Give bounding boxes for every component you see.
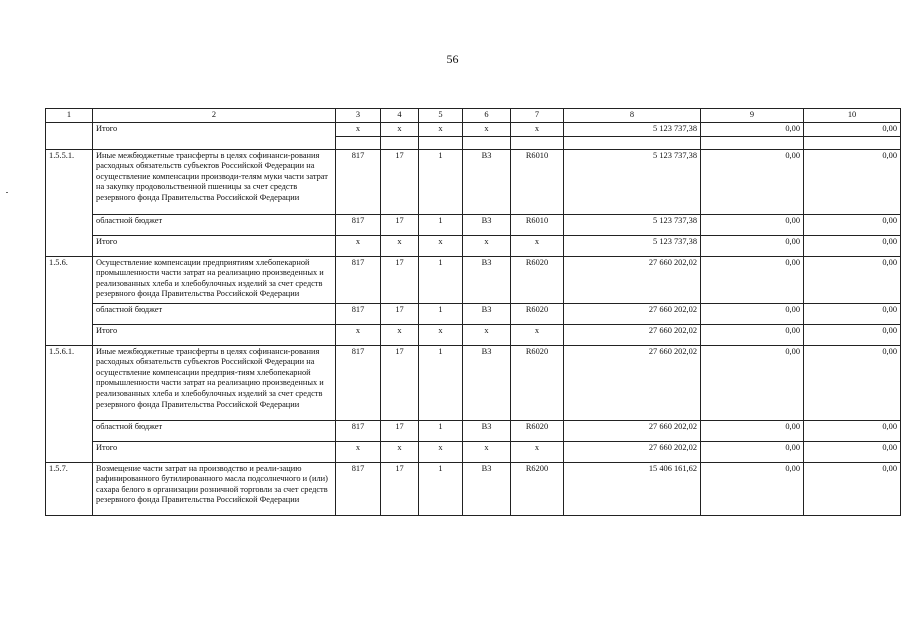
- cell-amount: 0,00: [701, 122, 804, 136]
- column-header: 9: [701, 109, 804, 123]
- cell-amount: 5 123 737,38: [564, 149, 701, 214]
- cell-code-4: 17: [381, 420, 419, 441]
- cell-amount: 0,00: [701, 441, 804, 462]
- cell-code-6: x: [463, 324, 511, 345]
- row-name: Осуществление компенсации предприятиям хлебопекарной промышленности части затрат на реализацию произведенных и реализованных хлеба и хлебобулочных изделий за счет средств резервного фонда Правительства Российской Федерации: [93, 256, 336, 303]
- cell-amount: 27 660 202,02: [564, 303, 701, 324]
- cell-code-3: 817: [336, 345, 381, 420]
- cell-amount: 27 660 202,02: [564, 256, 701, 303]
- cell-code-5: x: [419, 235, 463, 256]
- table-row: [46, 149, 901, 214]
- cell-amount: 0,00: [701, 235, 804, 256]
- cell-code-6: В3: [463, 256, 511, 303]
- row-name: Итого: [93, 122, 336, 149]
- cell-code-6: В3: [463, 345, 511, 420]
- cell-code-4: 17: [381, 214, 419, 235]
- cell-amount: 0,00: [701, 345, 804, 420]
- cell-code-6: x: [463, 122, 511, 136]
- column-header: 3: [336, 109, 381, 123]
- row-number: 1.5.7.: [46, 462, 93, 515]
- table-row: [46, 235, 901, 256]
- cell-code-4: x: [381, 324, 419, 345]
- cell-amount: 0,00: [804, 256, 901, 303]
- column-header-row: [46, 109, 901, 123]
- cell-code-3: 817: [336, 303, 381, 324]
- cell-code-3: 817: [336, 149, 381, 214]
- cell-code-6: В3: [463, 420, 511, 441]
- cell-amount: 0,00: [701, 303, 804, 324]
- row-number: 1.5.6.1.: [46, 345, 93, 462]
- cell-code-6: x: [463, 235, 511, 256]
- cell-code-6: x: [463, 441, 511, 462]
- cell-amount: 0,00: [804, 303, 901, 324]
- cell-code-4: x: [381, 235, 419, 256]
- table-row: [46, 420, 901, 441]
- cell-code-3: 817: [336, 214, 381, 235]
- cell-amount: 0,00: [701, 324, 804, 345]
- cell-code-6: В3: [463, 214, 511, 235]
- cell-amount: 15 406 161,62: [564, 462, 701, 515]
- cell-amount: 0,00: [804, 420, 901, 441]
- cell-code-7: R6020: [511, 256, 564, 303]
- row-name: областной бюджет: [93, 303, 336, 324]
- cell-code-6: В3: [463, 149, 511, 214]
- table-row: [46, 122, 901, 136]
- table-row: [46, 462, 901, 515]
- column-header: 4: [381, 109, 419, 123]
- cell-amount: 0,00: [701, 149, 804, 214]
- cell-code-3: x: [336, 122, 381, 136]
- cell-code-3: 817: [336, 462, 381, 515]
- table-row: [46, 324, 901, 345]
- cell-code-6: В3: [463, 303, 511, 324]
- cell-amount: 5 123 737,38: [564, 235, 701, 256]
- cell-code-7: x: [511, 441, 564, 462]
- page-number: 56: [446, 52, 459, 66]
- column-header: 10: [804, 109, 901, 123]
- cell-code-4: 17: [381, 303, 419, 324]
- cell-code-7: R6020: [511, 345, 564, 420]
- column-header: 6: [463, 109, 511, 123]
- cell-code-3: x: [336, 441, 381, 462]
- cell-code-7: R6020: [511, 303, 564, 324]
- cell-amount: 0,00: [804, 214, 901, 235]
- cell-code-7: x: [511, 235, 564, 256]
- cell-code-5: 1: [419, 420, 463, 441]
- cell-amount: 0,00: [804, 441, 901, 462]
- cell-code-7: R6200: [511, 462, 564, 515]
- cell-code-4: 17: [381, 462, 419, 515]
- cell-amount: 27 660 202,02: [564, 345, 701, 420]
- cell-code-5: x: [419, 324, 463, 345]
- row-name: Иные межбюджетные трансферты в целях софинанси-рования расходных обязательств субъектов Российской Федерации на осуществление компенсации производи-телям муки части затрат на закупку продовольственной пшеницы за счет средств резервного фонда Правительства Российской Федерации: [93, 149, 336, 214]
- cell-amount: 0,00: [804, 235, 901, 256]
- cell-amount: 0,00: [804, 324, 901, 345]
- cell-code-4: x: [381, 441, 419, 462]
- row-number: 1.5.6.: [46, 256, 93, 345]
- row-name: Итого: [93, 324, 336, 345]
- column-header: 5: [419, 109, 463, 123]
- table-row: [46, 345, 901, 420]
- cell-code-4: 17: [381, 256, 419, 303]
- cell-code-3: x: [336, 324, 381, 345]
- table-row: [46, 214, 901, 235]
- cell-code-5: x: [419, 441, 463, 462]
- cell-code-6: В3: [463, 462, 511, 515]
- cell-amount: 27 660 202,02: [564, 420, 701, 441]
- cell-amount: 27 660 202,02: [564, 324, 701, 345]
- budget-table: [45, 108, 901, 516]
- cell-amount: 0,00: [804, 122, 901, 136]
- cell-code-7: x: [511, 324, 564, 345]
- cell-amount: 0,00: [701, 462, 804, 515]
- row-name: Возмещение части затрат на производство и реали-зацию рафинированного бутилированного масла подсолнечного и (или) сахара белого в организации розничной торговли за счет средств резервного фонда Правительства Российской Федерации: [93, 462, 336, 515]
- cell-code-5: 1: [419, 256, 463, 303]
- row-name: Итого: [93, 441, 336, 462]
- cell-code-5: 1: [419, 462, 463, 515]
- row-name: областной бюджет: [93, 214, 336, 235]
- cell-code-5: 1: [419, 149, 463, 214]
- row-name: Итого: [93, 235, 336, 256]
- row-name: областной бюджет: [93, 420, 336, 441]
- column-header: 2: [93, 109, 336, 123]
- cell-code-7: x: [511, 122, 564, 136]
- cell-code-3: x: [336, 235, 381, 256]
- cell-amount: 5 123 737,38: [564, 214, 701, 235]
- cell-amount: 27 660 202,02: [564, 441, 701, 462]
- cell-code-3: 817: [336, 256, 381, 303]
- cell-amount: 0,00: [804, 149, 901, 214]
- cell-code-7: R6020: [511, 420, 564, 441]
- cell-code-3: 817: [336, 420, 381, 441]
- cell-amount: 5 123 737,38: [564, 122, 701, 136]
- column-header: 1: [46, 109, 93, 123]
- cell-amount: 0,00: [701, 256, 804, 303]
- cell-code-5: x: [419, 122, 463, 136]
- table-row: [46, 256, 901, 303]
- cell-code-5: 1: [419, 345, 463, 420]
- scan-mark: [6, 192, 8, 193]
- table-row: [46, 441, 901, 462]
- cell-amount: 0,00: [804, 462, 901, 515]
- table-row: [46, 303, 901, 324]
- row-number: [46, 122, 93, 149]
- cell-code-7: R6010: [511, 214, 564, 235]
- column-header: 8: [564, 109, 701, 123]
- cell-code-4: 17: [381, 149, 419, 214]
- cell-amount: 0,00: [701, 214, 804, 235]
- row-number: 1.5.5.1.: [46, 149, 93, 256]
- cell-code-5: 1: [419, 214, 463, 235]
- cell-amount: 0,00: [804, 345, 901, 420]
- column-header: 7: [511, 109, 564, 123]
- row-name: Иные межбюджетные трансферты в целях софинанси-рования расходных обязательств субъектов Российской Федерации на осуществление компенсации предприя-тиям хлебопекарной промышленности части затрат на реализацию произведенных и реализованных хлеба и хлебобулочных изделий за счет средств резервного фонда Правительства Российской Федерации: [93, 345, 336, 420]
- cell-code-4: x: [381, 122, 419, 136]
- cell-code-4: 17: [381, 345, 419, 420]
- cell-amount: 0,00: [701, 420, 804, 441]
- cell-code-7: R6010: [511, 149, 564, 214]
- cell-code-5: 1: [419, 303, 463, 324]
